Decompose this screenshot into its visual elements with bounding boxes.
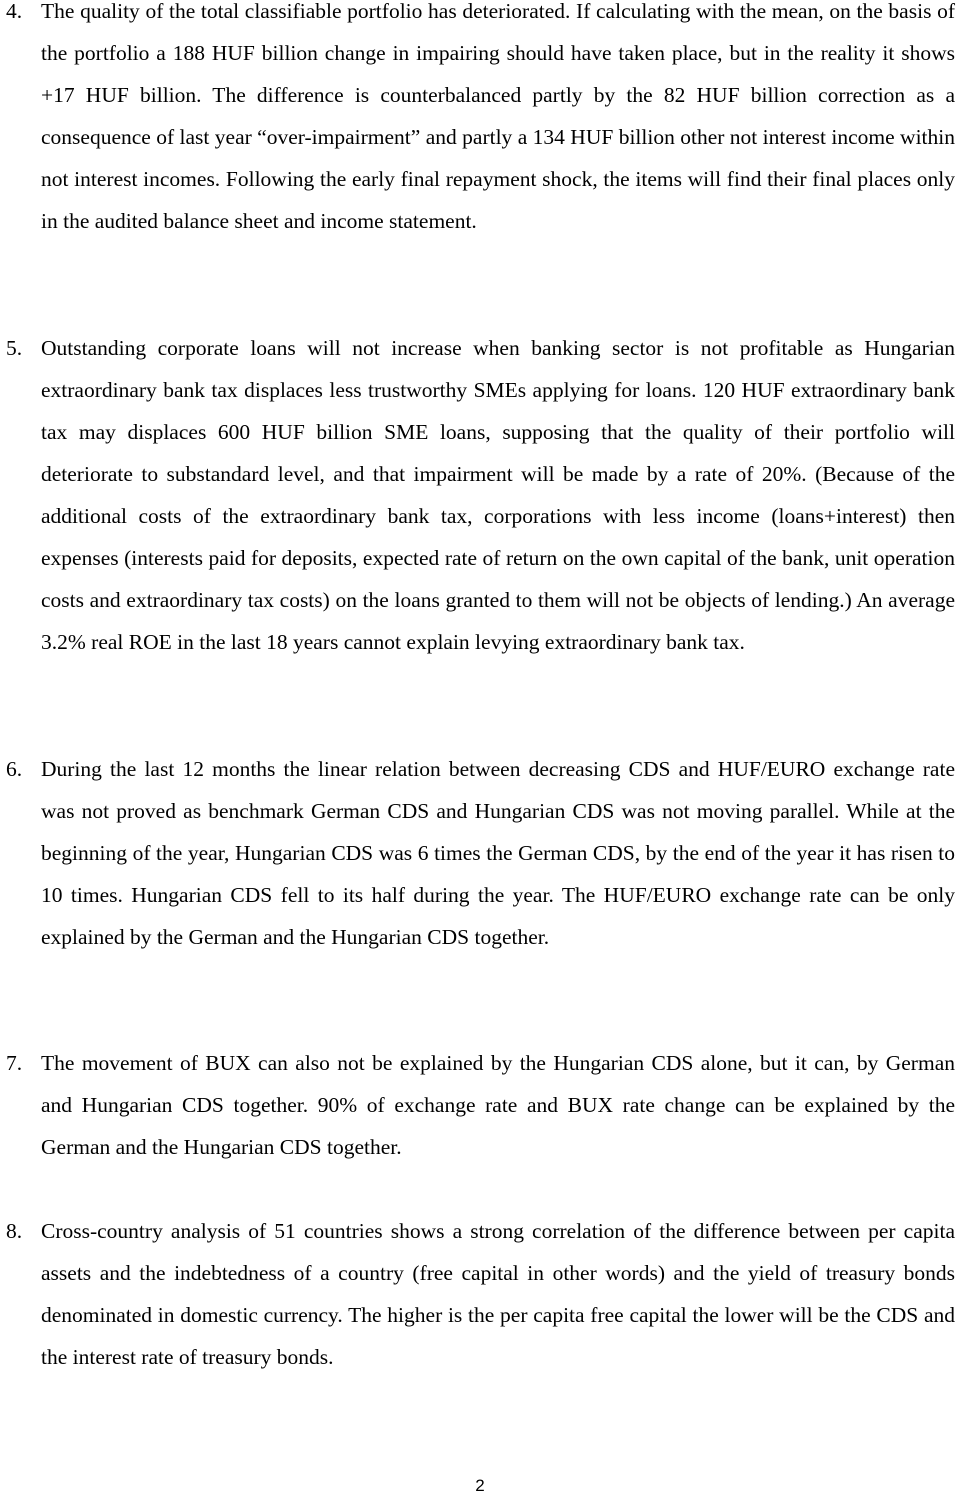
item-number: 5.	[6, 336, 23, 360]
item-text: The movement of BUX can also not be explained by the Hungarian CDS alone, but it can, by German and Hungarian CDS together. 90% of exchange rate and BUX rate change can be explained by the German and the Hungarian CDS together.	[41, 1051, 955, 1159]
item-text: Cross-country analysis of 51 countries shows a strong correlation of the difference between per capita assets and the indebtedness of a country (free capital in other words) and the yield of treasury bonds denominated in domestic currency. The higher is the per capita free capital the lower will be the CDS and the interest rate of treasury bonds.	[41, 1219, 955, 1369]
item-number: 7.	[6, 1051, 23, 1075]
item-number: 6.	[6, 757, 23, 781]
item-number: 4.	[6, 0, 23, 23]
item-text: During the last 12 months the linear relation between decreasing CDS and HUF/EURO exchange rate was not proved as benchmark German CDS and Hungarian CDS was not moving parallel. While at the beginning of the year, Hungarian CDS was 6 times the German CDS, by the end of the year it has risen to 10 times. Hungarian CDS fell to its half during the year. The HUF/EURO exchange rate can be only explained by the German and the Hungarian CDS together.	[41, 757, 955, 949]
page-number: 2	[475, 1476, 485, 1495]
item-number: 8.	[6, 1219, 23, 1243]
item-text: The quality of the total classifiable portfolio has deteriorated. If calculating with the mean, on the basis of the portfolio a 188 HUF billion change in impairing should have taken place, but in the reality it shows +17 HUF billion. The difference is counterbalanced partly by the 82 HUF billion correction as a consequence of last year “over-impairment” and partly a 134 HUF billion other not interest income within not interest incomes. Following the early final repayment shock, the items will find their final places only in the audited balance sheet and income statement.	[41, 0, 955, 233]
item-text: Outstanding corporate loans will not increase when banking sector is not profitable as Hungarian extraordinary bank tax displaces less trustworthy SMEs applying for loans. 120 HUF extraordinary bank tax may displaces 600 HUF billion SME loans, supposing that the quality of their portfolio will deteriorate to substandard level, and that impairment will be made by a rate of 20%. (Because of the additional costs of the extraordinary bank tax, corporations with less income (loans+interest) then expenses (interests paid for deposits, expected rate of return on the own capital of the bank, unit operation costs and extraordinary tax costs) on the loans granted to them will not be objects of lending.) An average 3.2% real ROE in the last 18 years cannot explain levying extraordinary bank tax.	[41, 336, 955, 654]
